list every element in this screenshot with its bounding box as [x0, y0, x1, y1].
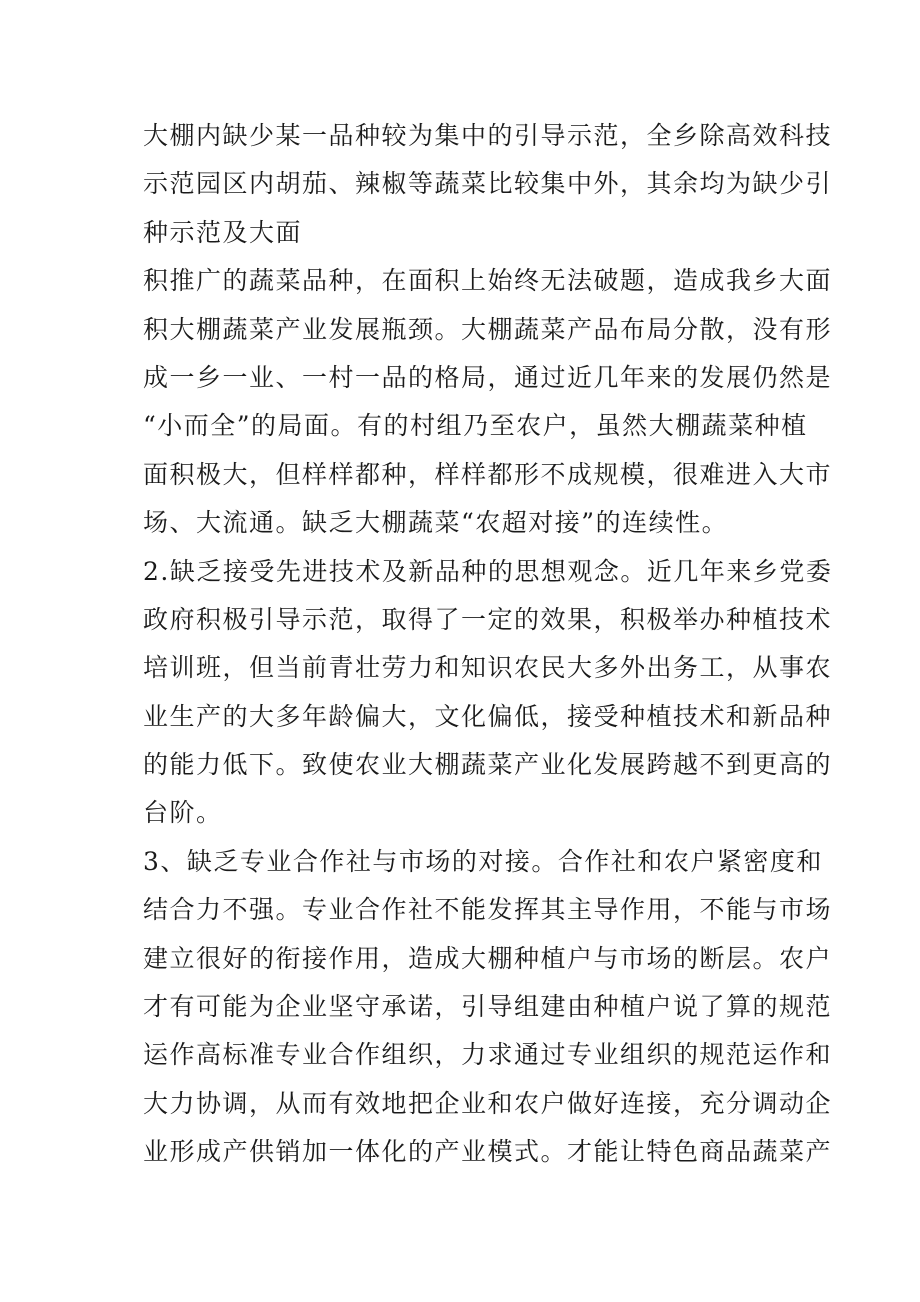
text-line: “小而全”的局面。有的村组乃至农户，虽然大棚蔬菜种植 — [143, 411, 808, 441]
text-line: 建立很好的衔接作用，造成大棚种植户与市场的断层。农户 — [143, 943, 833, 973]
text-line: 场、大流通。缺乏大棚蔬菜“农超对接”的连续性。 — [143, 508, 729, 538]
text-line: 成一乡一业、一村一品的格局，通过近几年来的发展仍然是 — [143, 362, 833, 392]
text-line: 3、缺乏专业合作社与市场的对接。合作社和农户紧密度和 — [143, 846, 823, 876]
text-line: 的能力低下。致使农业大棚蔬菜产业化发展跨越不到更高的 — [143, 750, 833, 780]
text-line: 大力协调，从而有效地把企业和农户做好连接，充分调动企 — [143, 1088, 833, 1118]
body-text — [143, 112, 833, 1177]
text-line: 培训班，但当前青壮劳力和知识农民大多外出务工，从事农 — [143, 653, 833, 683]
text-line: 才有可能为企业坚守承诺，引导组建由种植户说了算的规范 — [143, 992, 833, 1022]
text-line: 大棚内缺少某一品种较为集中的引导示范，全乡除高效科技 — [143, 121, 833, 150]
text-line: 积推广的蔬菜品种，在面积上始终无法破题，造成我乡大面 — [143, 266, 833, 296]
text-line: 种示范及大面 — [143, 217, 303, 247]
text-line: 业形成产供销加一体化的产业模式。才能让特色商品蔬菜产 — [143, 1137, 833, 1167]
text-line: 政府积极引导示范，取得了一定的效果，积极举办种植技术 — [143, 604, 833, 634]
text-line: 结合力不强。专业合作社不能发挥其主导作用，不能与市场 — [143, 895, 833, 925]
text-line: 2.缺乏接受先进技术及新品种的思想观念。近几年来乡党委 — [143, 556, 833, 586]
text-line: 示范园区内胡茄、辣椒等蔬菜比较集中外，其余均为缺少引 — [143, 169, 833, 199]
text-line: 业生产的大多年龄偏大，文化偏低，接受种植技术和新品种 — [143, 701, 833, 731]
text-line: 运作高标准专业合作组织，力求通过专业组织的规范运作和 — [143, 1040, 833, 1070]
text-line: 积大棚蔬菜产业发展瓶颈。大棚蔬菜产品布局分散，没有形 — [143, 314, 833, 344]
text-line: 面积极大，但样样都种，样样都形不成规模，很难进入大市 — [143, 459, 833, 489]
text-line: 台阶。 — [143, 798, 223, 828]
